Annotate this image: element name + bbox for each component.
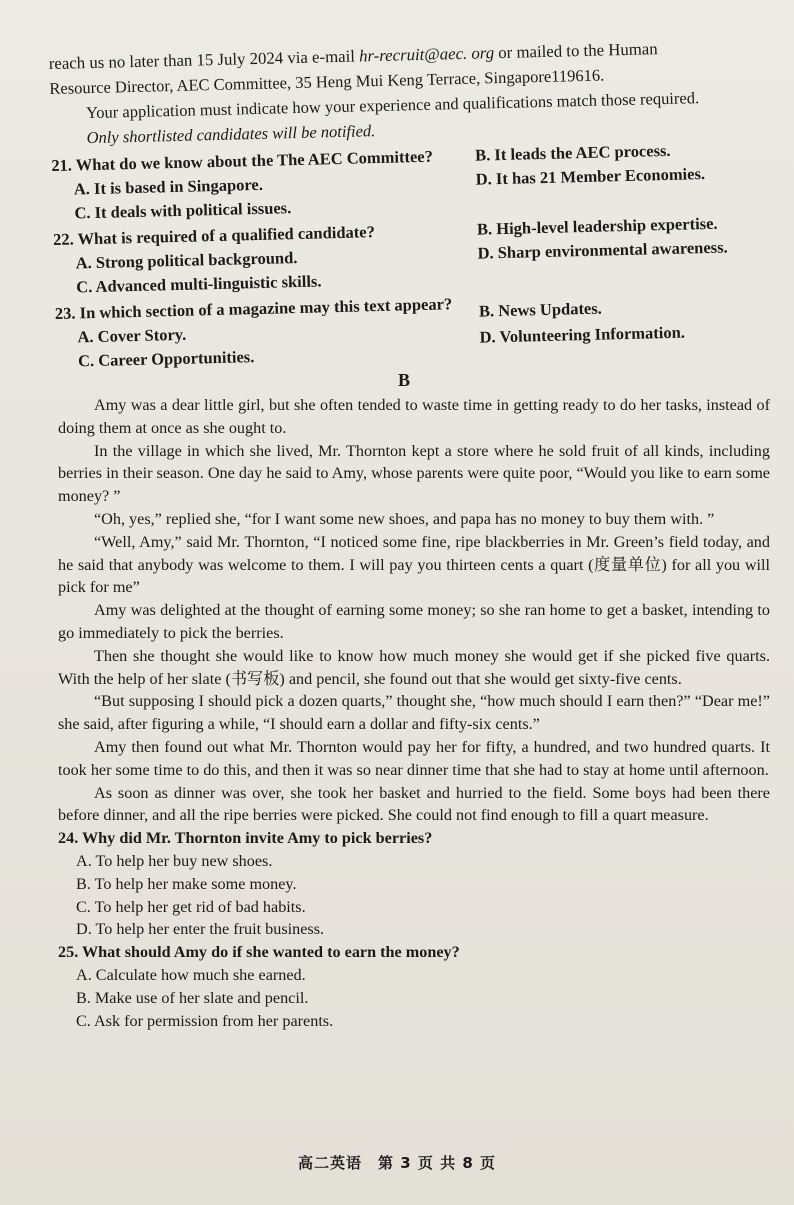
- notice-line-1-end: or mailed to the Human: [493, 39, 658, 63]
- section-a-tail: [0, 0, 794, 379]
- section-b-heading: B: [398, 370, 411, 390]
- question-25-option-b: B. Make use of her slate and pencil.: [76, 988, 309, 1007]
- question-22-option-c: C. Advanced multi-linguistic skills.: [76, 271, 322, 297]
- question-23-option-a: A. Cover Story.: [77, 324, 187, 347]
- passage-paragraph: Amy was delighted at the thought of earning some money; so she ran home to get a basket, intending to go immediately to pick the berries.: [58, 601, 770, 642]
- passage-paragraph: Then she thought she would like to know how much money she would get if she picked five quarts. With the help of her slate (书写板) and pencil, she found out that she would get sixty-five cents.: [58, 646, 770, 688]
- question-23-option-c: C. Career Opportunities.: [77, 347, 255, 371]
- question-24-option-b: B. To help her make some money.: [76, 874, 297, 893]
- notice-line-3: Your application must indicate how your experience and qualifications match those required.: [85, 88, 700, 123]
- question-21-option-b: B. It leads the AEC process.: [474, 140, 671, 165]
- email-address: hr-recruit@aec. org: [358, 43, 495, 66]
- question-22-option-b: B. High-level leadership expertise.: [476, 213, 718, 239]
- section-b-passage: [58, 394, 770, 1032]
- notice-line-4: Only shortlisted candidates will be notified.: [86, 121, 376, 148]
- passage-paragraph: Amy then found out what Mr. Thornton would pay her for fifty, a hundred, and two hundred quarts. It took her some time to do this, and then it was so near dinner time that she had to stay at home until afternoon.: [58, 737, 770, 779]
- question-23-option-d: D. Volunteering Information.: [479, 322, 686, 347]
- question-25-stem: 25. What should Amy do if she wanted to earn the money?: [58, 943, 460, 962]
- question-25-option-a: A. Calculate how much she earned.: [76, 965, 306, 984]
- question-24-stem: 24. Why did Mr. Thornton invite Amy to pick berries?: [58, 829, 433, 848]
- question-22-option-d: D. Sharp environmental awareness.: [477, 237, 728, 263]
- question-24-option-a: A. To help her buy new shoes.: [76, 851, 273, 870]
- question-25-option-c: C. Ask for permission from her parents.: [76, 1011, 334, 1030]
- question-23-stem: 23. In which section of a magazine may this text appear?: [54, 294, 453, 323]
- passage-paragraph: “Oh, yes,” replied she, “for I want some new shoes, and papa has no money to buy them with. ”: [94, 509, 715, 528]
- question-21-option-c: C. It deals with political issues.: [74, 198, 292, 223]
- passage-paragraph: Amy was a dear little girl, but she often tended to waste time in getting ready to do her tasks, instead of doing them at once as she ought to.: [58, 396, 770, 437]
- question-21-option-a: A. It is based in Singapore.: [73, 174, 264, 199]
- notice-line-2: Resource Director, AEC Committee, 35 Heng Mui Keng Terrace, Singapore119616.: [49, 65, 605, 99]
- page-footer: 高二英语 第 3 页 共 8 页: [298, 1154, 496, 1172]
- passage-paragraph: “Well, Amy,” said Mr. Thornton, “I noticed some fine, ripe blackberries in Mr. Green’s field today, and he said that anybody was welcome to them. I will pay you thirteen cents a quart (度量单位) for all you will pick for me”: [58, 532, 770, 597]
- question-21-stem: 21. What do we know about the The AEC Committee?: [51, 146, 434, 176]
- passage-paragraph: “But supposing I should pick a dozen quarts,” thought she, “how much should I earn then?” “Dear me!” she said, after figuring a while, “I should earn a dollar and fifty-six cents.”: [58, 692, 770, 734]
- question-21-option-d: D. It has 21 Member Economies.: [475, 164, 706, 189]
- passage-paragraph: In the village in which she lived, Mr. Thornton kept a store where he sold fruit of all kinds, including berries in their season. One day he said to Amy, whose parents were quite poor, “Would you like to earn some money? ”: [58, 441, 770, 506]
- passage-paragraph: As soon as dinner was over, she took her basket and hurried to the field. Some boys had been there before dinner, and all the ripe berries were picked. She could not find enough to fill a quart measure.: [58, 783, 770, 825]
- notice-line-1-start: reach us no later than 15 July 2024 via e-mail: [48, 46, 360, 74]
- question-24-option-c: C. To help her get rid of bad habits.: [76, 897, 306, 916]
- question-23-option-b: B. News Updates.: [478, 298, 603, 321]
- question-22-option-a: A. Strong political background.: [75, 248, 298, 273]
- question-24-option-d: D. To help her enter the fruit business.: [76, 920, 325, 939]
- question-22-stem: 22. What is required of a qualified candidate?: [52, 222, 376, 249]
